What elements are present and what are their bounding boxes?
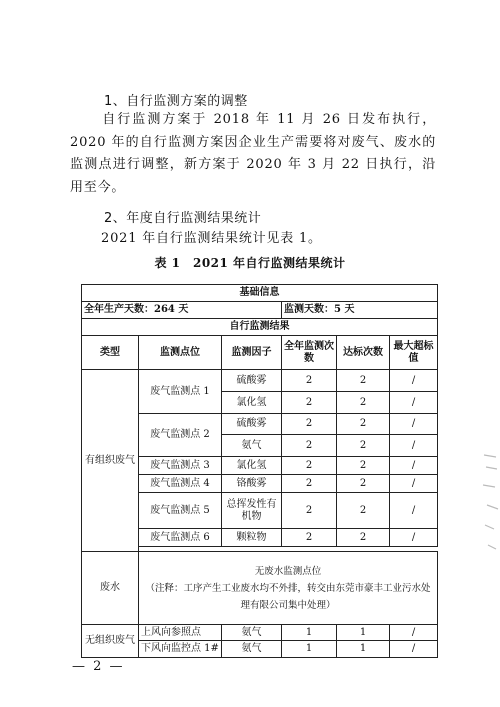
max-cell: / bbox=[390, 493, 438, 529]
ok-cell: 2 bbox=[337, 475, 390, 493]
max-cell: / bbox=[390, 529, 438, 547]
table-row bbox=[82, 625, 438, 641]
point-cell: 废气监测点 2 bbox=[139, 414, 222, 457]
max-cell: / bbox=[390, 457, 438, 475]
type-wastewater: 废水 bbox=[82, 552, 139, 625]
header-factor: 监测因子 bbox=[222, 336, 282, 370]
count-cell: 1 bbox=[282, 641, 337, 658]
max-cell: / bbox=[390, 625, 438, 641]
point-cell: 废气监测点 1 bbox=[139, 370, 222, 414]
count-cell: 2 bbox=[282, 529, 337, 547]
results-title: 自行监测结果 bbox=[82, 319, 438, 336]
max-cell: / bbox=[390, 392, 438, 414]
factor-cell: 铬酸雾 bbox=[222, 475, 282, 493]
header-count: 全年监测次数 bbox=[282, 336, 337, 370]
basic-info-title: 基础信息 bbox=[82, 285, 438, 302]
point-cell: 上风向参照点 bbox=[139, 625, 222, 641]
count-cell: 2 bbox=[282, 493, 337, 529]
section1-heading: 1、自行监测方案的调整 bbox=[104, 94, 248, 109]
results-table bbox=[81, 284, 438, 658]
point-cell: 废气监测点 5 bbox=[139, 493, 222, 529]
ok-cell: 2 bbox=[337, 370, 390, 392]
factor-cell: 氨气 bbox=[222, 625, 282, 641]
header-point: 监测点位 bbox=[139, 336, 222, 370]
count-cell: 2 bbox=[282, 414, 337, 435]
ok-cell: 2 bbox=[337, 414, 390, 435]
max-cell: / bbox=[390, 475, 438, 493]
point-cell: 废气监测点 4 bbox=[139, 475, 222, 493]
ok-cell: 2 bbox=[337, 529, 390, 547]
count-cell: 2 bbox=[282, 457, 337, 475]
count-cell: 2 bbox=[282, 370, 337, 392]
count-cell: 1 bbox=[282, 625, 337, 641]
monitoring-days: 监测天数：5 天 bbox=[282, 302, 438, 319]
max-cell: / bbox=[390, 641, 438, 658]
wastewater-line: 无废水监测点位 bbox=[254, 565, 322, 577]
ok-cell: 2 bbox=[337, 493, 390, 529]
type-unorganized: 无组织废气 bbox=[82, 625, 139, 658]
wastewater-note: （注释：工序产生工业废水均不外排，转交由东莞市豪丰工业污水处理有限公司集中处理） bbox=[145, 582, 431, 611]
point-cell: 废气监测点 3 bbox=[139, 457, 222, 475]
page-number: — 2 — bbox=[72, 659, 125, 674]
factor-cell: 硫酸雾 bbox=[222, 370, 282, 392]
ok-cell: 2 bbox=[337, 392, 390, 414]
ok-cell: 1 bbox=[337, 641, 390, 658]
max-cell: / bbox=[390, 435, 438, 457]
count-cell: 2 bbox=[282, 475, 337, 493]
ok-cell: 2 bbox=[337, 435, 390, 457]
max-cell: / bbox=[390, 370, 438, 392]
binding-edge-mark bbox=[478, 445, 500, 565]
section2-text: 2021 年自行监测结果统计见表 1。 bbox=[101, 231, 322, 246]
table-row bbox=[82, 370, 438, 392]
wastewater-row bbox=[82, 552, 438, 625]
section1-paragraph bbox=[70, 109, 436, 199]
header-type: 类型 bbox=[82, 336, 139, 370]
factor-cell: 氯化氢 bbox=[222, 392, 282, 414]
ok-cell: 2 bbox=[337, 457, 390, 475]
section2-heading: 2、年度自行监测结果统计 bbox=[104, 211, 262, 226]
count-cell: 2 bbox=[282, 392, 337, 414]
section1-text: 自行监测方案于 2018 年 11 月 26 日发布执行，2020 年的自行监测方案因企业生产需要将对废气、废水的监测点进行调整，新方案于 2020 年 3 月 22 日执行，沿用至今。 bbox=[70, 112, 436, 195]
header-max: 最大超标值 bbox=[390, 336, 438, 370]
factor-cell: 颗粒物 bbox=[222, 529, 282, 547]
factor-cell: 氯化氢 bbox=[222, 457, 282, 475]
type-organized: 有组织废气 bbox=[82, 370, 139, 552]
point-cell: 废气监测点 6 bbox=[139, 529, 222, 547]
section2-paragraph bbox=[70, 228, 436, 251]
factor-cell: 氨气 bbox=[222, 641, 282, 658]
factor-cell: 氨气 bbox=[222, 435, 282, 457]
table-caption: 表 1 2021 年自行监测结果统计 bbox=[154, 256, 346, 270]
count-cell: 2 bbox=[282, 435, 337, 457]
header-ok: 达标次数 bbox=[337, 336, 390, 370]
factor-cell: 硫酸雾 bbox=[222, 414, 282, 435]
factor-cell: 总挥发性有机物 bbox=[222, 493, 282, 529]
point-cell: 下风向监控点 1# bbox=[139, 641, 222, 658]
production-days: 全年生产天数：264 天 bbox=[82, 302, 282, 319]
ok-cell: 1 bbox=[337, 625, 390, 641]
wastewater-cell bbox=[139, 552, 438, 625]
max-cell: / bbox=[390, 414, 438, 435]
